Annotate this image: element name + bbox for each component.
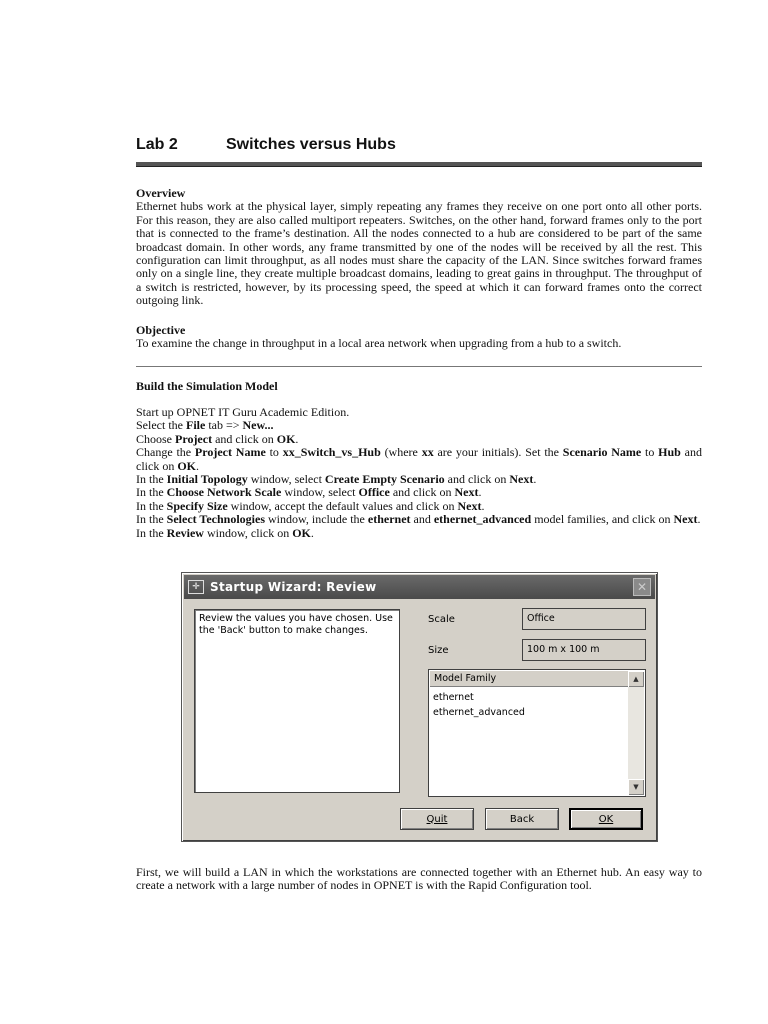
closing-paragraph — [136, 866, 702, 893]
build-heading: Build the Simulation Model — [136, 379, 278, 393]
scale-label: Scale — [428, 614, 455, 625]
startup-wizard-dialog — [181, 572, 658, 842]
lab-number: Lab 2 — [136, 136, 178, 153]
build-section — [136, 380, 702, 393]
step-3: Choose Project and click on OK. — [136, 431, 299, 446]
step-4: Change the Project Name to xx_Switch_vs_Hub (where xx are your initials). Set the Scenario Name to Hub and click on OK. — [136, 445, 702, 473]
header-rule — [136, 162, 702, 167]
list-column-header — [430, 671, 628, 687]
step-6: In the Choose Network Scale window, select Office and click on Next. — [136, 485, 482, 500]
quit-label: Quit — [426, 813, 448, 825]
ok-button[interactable] — [569, 808, 643, 830]
step-8: In the Select Technologies window, include the ethernet and ethernet_advanced model families, and click on Next. — [136, 512, 701, 527]
size-value: 100 m x 100 m — [527, 644, 600, 655]
closing-text: First, we will build a LAN in which the workstations are connected together with an Ethernet hub. An easy way to create a network with a large number of nodes in OPNET is with the Rapid Configuration tool. — [136, 865, 702, 893]
list-scrollbar[interactable] — [628, 671, 644, 795]
objective-section — [136, 324, 702, 351]
step-1: Start up OPNET IT Guru Academic Edition. — [136, 405, 350, 419]
review-text: Review the values you have chosen. Use the 'Back' button to make changes. — [199, 613, 393, 636]
section-divider — [136, 366, 702, 367]
step-5: In the Initial Topology window, select Create Empty Scenario and click on Next. — [136, 472, 537, 487]
arrow-down-icon[interactable]: ▼ — [628, 779, 644, 795]
objective-heading: Objective — [136, 323, 186, 337]
step-7: In the Specify Size window, accept the default values and click on Next. — [136, 498, 485, 513]
arrow-up-icon[interactable]: ▲ — [628, 671, 644, 687]
list-header-label: Model Family — [434, 673, 497, 684]
back-button[interactable] — [485, 808, 559, 830]
lab-title: Switches versus Hubs — [226, 136, 396, 153]
size-value-field — [522, 639, 646, 661]
scale-value-field — [522, 608, 646, 630]
list-item[interactable]: ethernet — [433, 692, 474, 703]
list-item[interactable]: ethernet_advanced — [433, 707, 525, 718]
dialog-titlebar[interactable] — [184, 575, 655, 599]
step-2: Select the File tab => New... — [136, 418, 274, 433]
overview-heading: Overview — [136, 186, 186, 200]
overview-text: Ethernet hubs work at the physical layer, simply repeating any frames they receive on one port onto all other ports. For this reason, they are also called multiport repeaters. Switches, on the other hand, forward frames only to the port that is connected to the frame’s destination. All the nodes connected to a hub are considered to be part of the same broadcast domain. In other words, any frame transmitted by one of the nodes will be received by all the rest. This configuration can limit throughput, as all nodes must share the capacity of the LAN. Since switches forward frames only on a single line, they create multiple broadcast domains, leading to great gains in throughput. The throughput of a switch is restricted, however, by its processing speed, the speed at which it can forward frames onto the correct outgoing link. — [136, 199, 702, 308]
objective-text: To examine the change in throughput in a local area network when upgrading from a hub to a switch. — [136, 336, 622, 351]
dialog-title: Startup Wizard: Review — [210, 580, 377, 594]
size-label: Size — [428, 645, 449, 656]
build-steps — [136, 406, 702, 540]
back-label: Back — [509, 813, 535, 825]
crosshair-icon: ✛ — [188, 580, 204, 594]
ok-label: OK — [598, 813, 614, 825]
quit-button[interactable] — [400, 808, 474, 830]
review-text-box — [194, 609, 400, 793]
overview-section — [136, 187, 702, 308]
model-family-list[interactable] — [428, 669, 646, 797]
close-icon[interactable]: ✕ — [633, 578, 651, 596]
step-9: In the Review window, click on OK. — [136, 525, 314, 540]
scale-value: Office — [527, 613, 555, 624]
lab-header — [136, 136, 702, 167]
